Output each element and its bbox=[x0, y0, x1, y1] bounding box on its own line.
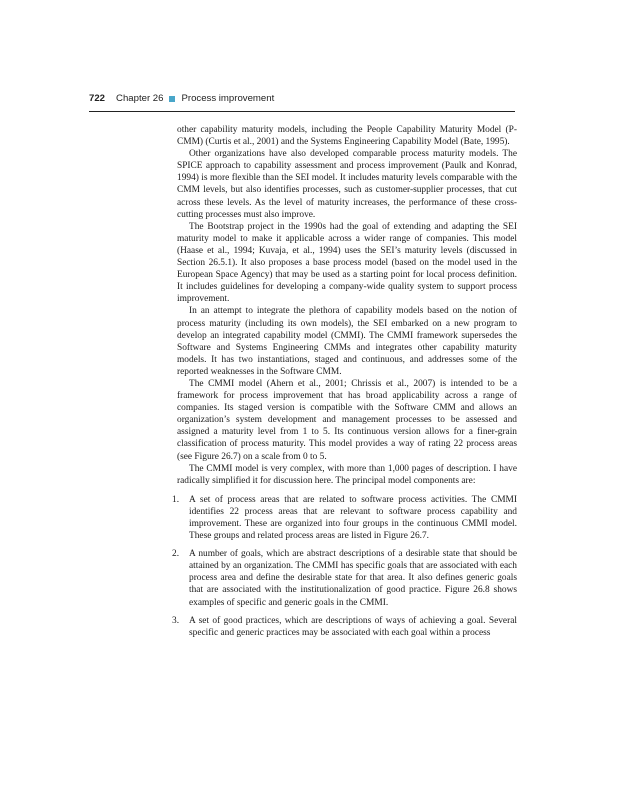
paragraph: Other organizations have also developed comparable process maturity models. The SPICE approach to capability assessment and process improvement (Paulk and Konrad, 1994) is more flexible than the SEI model. It includes maturity levels comparable with the CMM levels, but also identifies processes, such as customer-supplier processes, that cut across these levels. As the level of maturity increases, the performance of these cross-cutting processes must also improve. bbox=[177, 149, 517, 220]
chapter-title: Process improvement bbox=[181, 93, 275, 104]
running-header bbox=[89, 93, 515, 112]
body-text bbox=[172, 124, 517, 645]
chapter-label: Chapter 26 bbox=[116, 93, 164, 104]
list-item bbox=[172, 548, 517, 608]
page-number: 722 bbox=[89, 93, 106, 104]
list-item-number: 2. bbox=[172, 549, 180, 560]
list-item-text: A set of process areas that are related to software process activities. The CMMI identifies 22 process areas that are relevant to software process capability and improvement. These are organized into four groups in the continuous CMMI model. These groups and related process areas are listed in Figure 26.7. bbox=[189, 494, 517, 542]
square-separator-icon bbox=[169, 96, 175, 102]
paragraph: The Bootstrap project in the 1990s had the goal of extending and adapting the SEI maturity model to make it applicable across a wider range of companies. This model (Haase et al., 1994; Kuvaja, et al., 1994) uses the SEI’s maturity levels (discussed in Section 26.5.1). It also proposes a base process model (based on the model used in the European Space Agency) that may be used as a starting point for local process definition. It includes guidelines for developing a company-wide quality system to support process improvement. bbox=[177, 221, 517, 305]
list-item-text: A number of goals, which are abstract descriptions of a desirable state that should be attained by an organization. The CMMI has specific goals that are associated with each process area and define the desirable state for that area. It also defines generic goals that are associated with the institutionalization of good practice. Figure 26.8 shows examples of specific and generic goals in the CMMI. bbox=[189, 549, 517, 608]
paragraph: The CMMI model is very complex, with more than 1,000 pages of description. I have radically simplified it for discussion here. The principal model components are: bbox=[177, 463, 517, 486]
paragraph: The CMMI model (Ahern et al., 2001; Chrissis et al., 2007) is intended to be a framework for process improvement that has broad applicability across a range of companies. Its staged version is compatible with the Software CMM and allows an organization’s system development and management processes to be assessed and assigned a maturity level from 1 to 5. Its continuous version allows for a finer-grain classification of process maturity. This model provides a way of rating 22 process areas (see Figure 26.7) on a scale from 0 to 5. bbox=[177, 378, 517, 462]
list-item bbox=[172, 615, 517, 639]
component-list bbox=[172, 494, 517, 639]
list-item bbox=[172, 494, 517, 542]
paragraph: In an attempt to integrate the plethora of capability models based on the notion of process maturity (including its own models), the SEI embarked on a new program to develop an integrated capability model (CMMI). The CMMI framework supersedes the Software and Systems Engineering CMMs and integrates other capability maturity models. It has two instantiations, staged and continuous, and addresses some of the reported weaknesses in the Software CMM. bbox=[177, 306, 517, 377]
list-item-number: 1. bbox=[172, 494, 180, 505]
paragraph: other capability maturity models, including the People Capability Maturity Model (P-CMM) (Curtis et al., 2001) and the Systems Engineering Capability Model (Bate, 1995). bbox=[177, 125, 517, 148]
list-item-text: A set of good practices, which are descriptions of ways of achieving a goal. Several specific and generic practices may be associated with each goal within a process bbox=[189, 615, 517, 638]
list-item-number: 3. bbox=[172, 615, 180, 626]
